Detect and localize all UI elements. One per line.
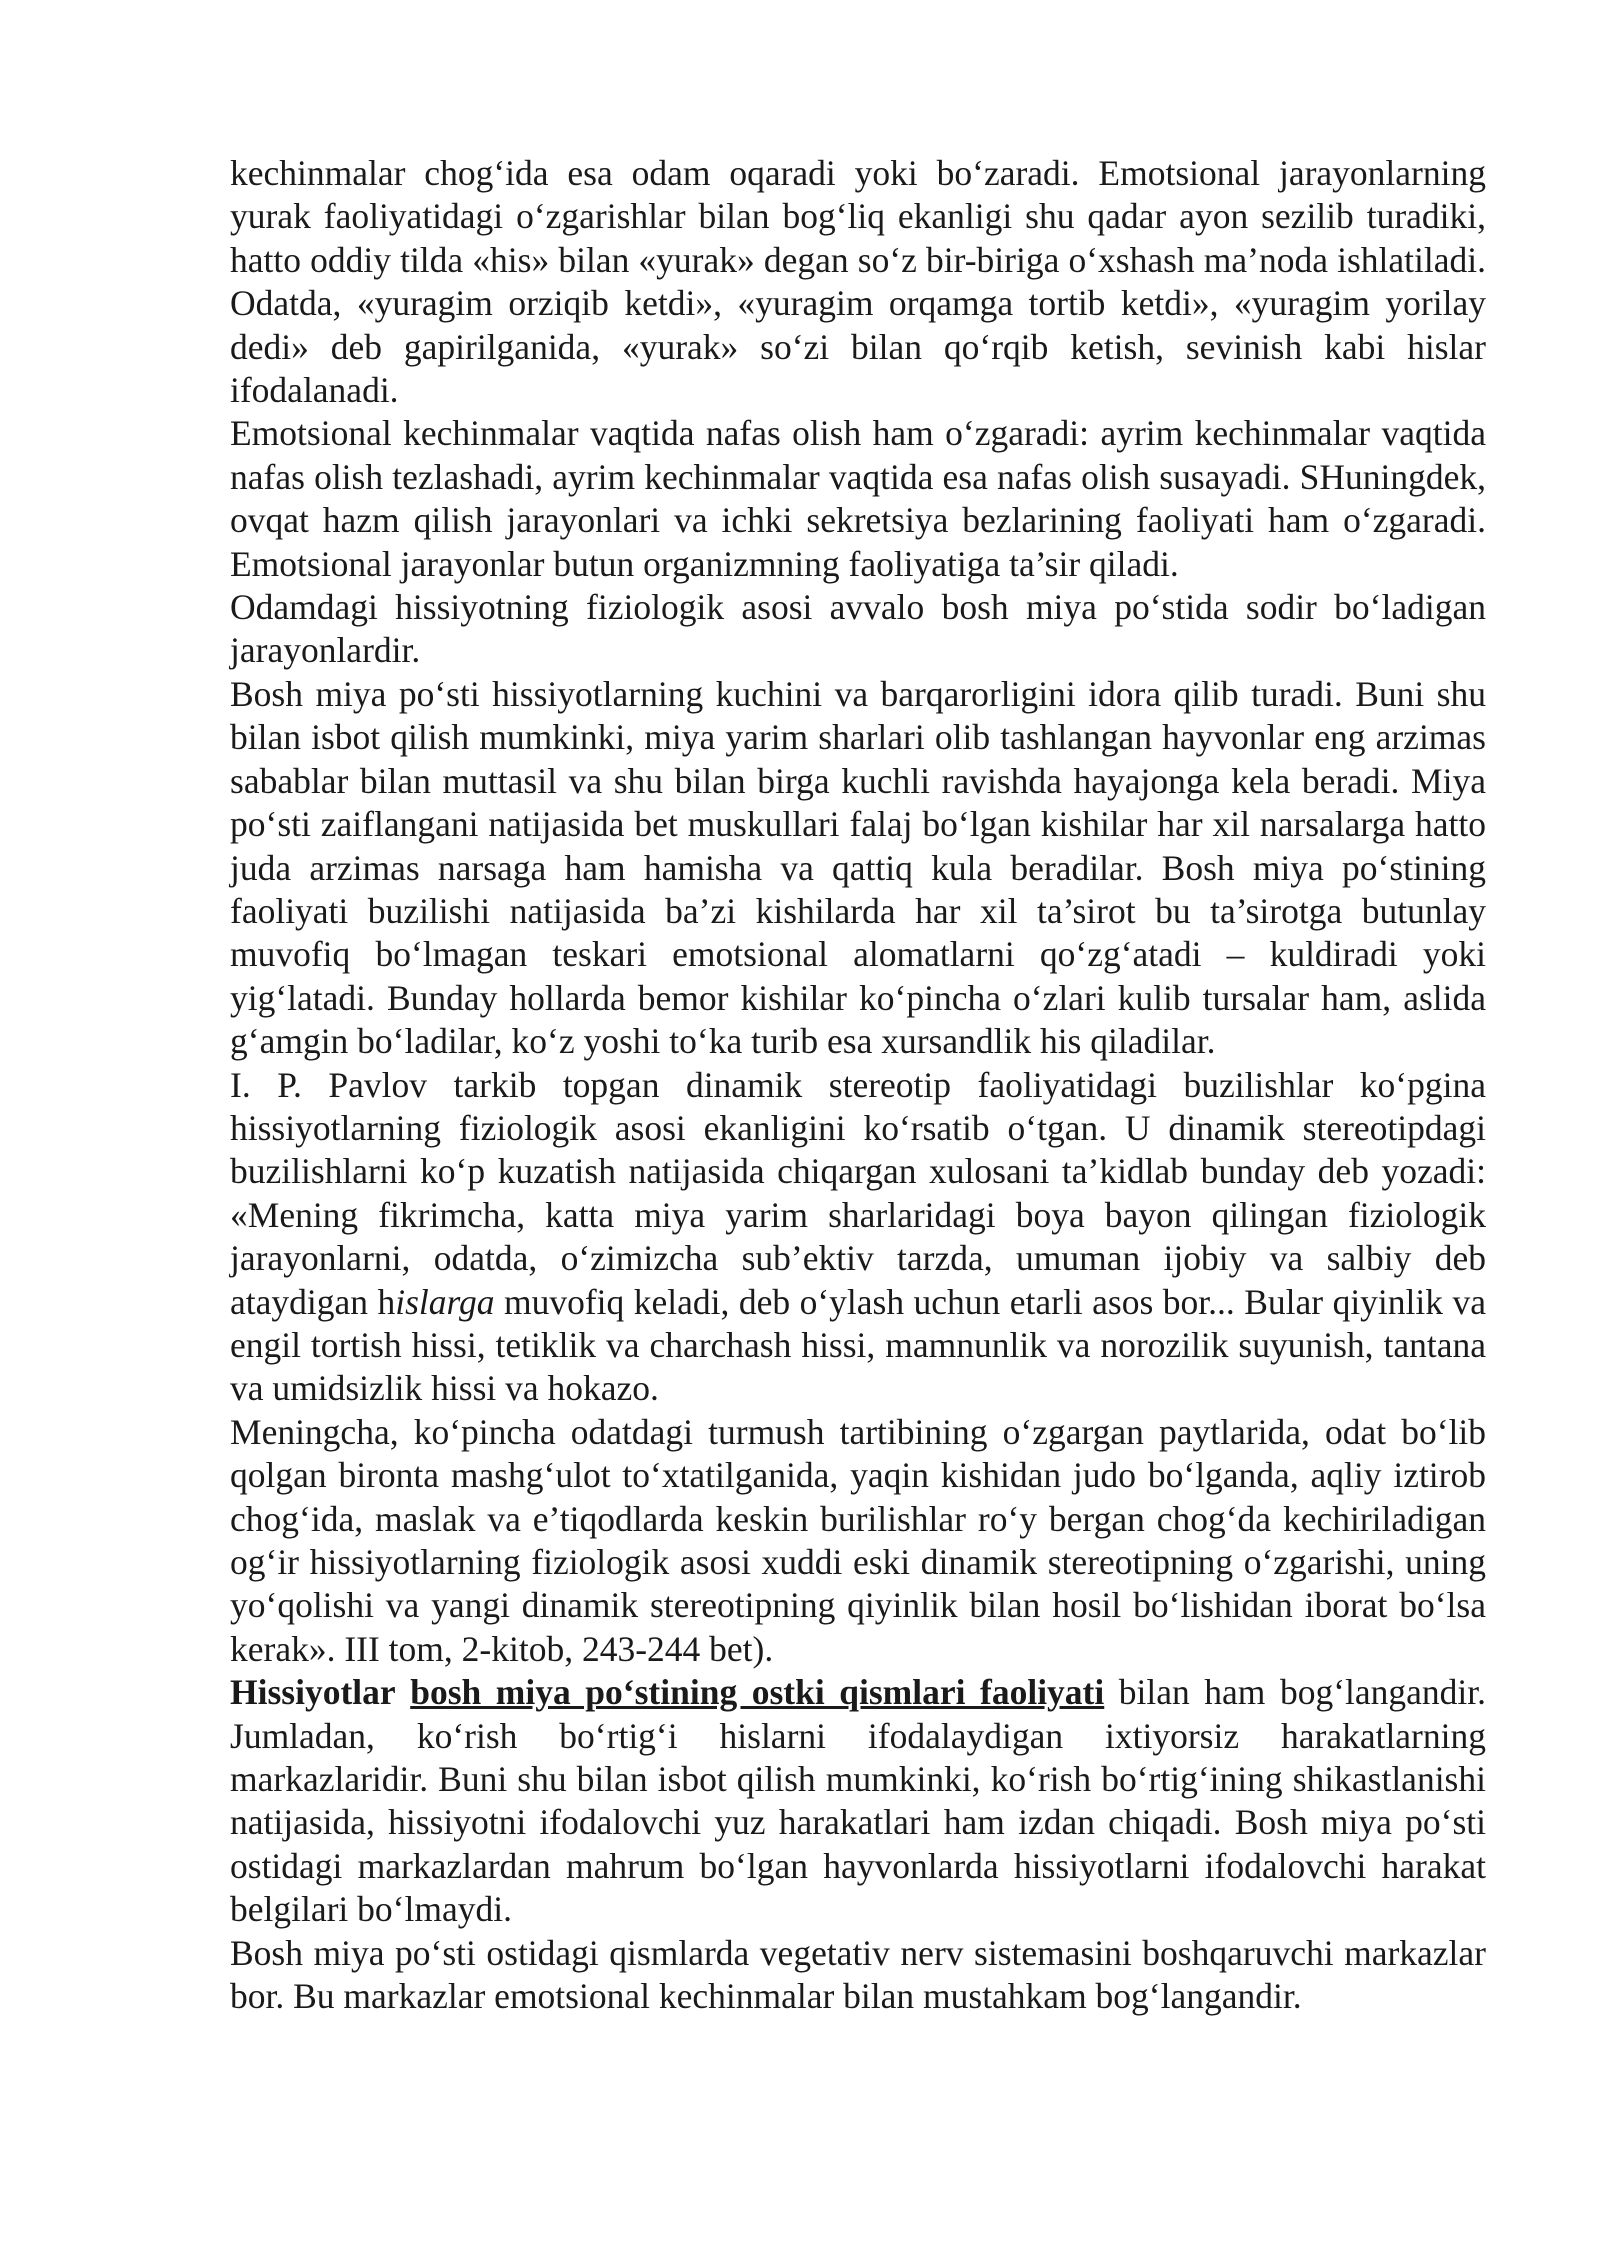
paragraph-stereotype-change: Meningcha, ko‘pincha odatdagi turmush tartibining o‘zgargan paytlarida, odat bo‘lib qolgan bironta mashg‘ulot to‘xtatilganida, yaqin kishidan judo bo‘lganda, aqliy iztirob chog‘ida, maslak va e’tiqodlarda keskin burilishlar ro‘y bergan chog‘da kechiriladigan og‘ir hissiyotlarning fiziologik asosi xuddi eski dinamik stereotipning o‘zgarishi, uning yo‘qolishi va yangi dinamik stereotipning qiyinlik bilan hosil bo‘lishidan iborat bo‘lsa kerak». III tom, 2-kitob, 243-244 bet).: [230, 1411, 1486, 1669]
paragraph-pavlov-quote: [230, 1064, 1486, 1411]
subcortical-text-after: bilan ham bog‘langandir. Jumladan, ko‘rish bo‘rtig‘i hislarni ifodalaydigan ixtiyorsiz harakatlarning markazlaridir. Buni shu bilan isbot qilish mumkinki, ko‘rish bo‘rtig‘ining shikastlanishi natijasida, hissiyotni ifodalovchi yuz harakatlari ham izdan chiqadi. Bosh miya po‘sti ostidagi markazlardan mahrum bo‘lgan hayvonlarda hissiyotlarni ifodalovchi harakat belgilari bo‘lmaydi.: [230, 1672, 1487, 1930]
paragraph-subcortical: [230, 1671, 1486, 1931]
subcortical-bold-term: Hissiyotlar: [230, 1672, 396, 1713]
document-page: [230, 152, 1486, 2018]
pavlov-text-after: muvofiq keladi, deb o‘ylash uchun etarli asos bor... Bular qiyinlik va engil tortish hissi, tetiklik va charchash hissi, mamnunlik va norozilik suyunish, tantana va umidsizlik hissi va hokazo.: [230, 1281, 1486, 1409]
paragraph-breathing: Emotsional kechinmalar vaqtida nafas olish ham o‘zgaradi: ayrim kechinmalar vaqtida nafas olish tezlashadi, ayrim kechinmalar vaqtida esa nafas olish susayadi. SHuningdek, ovqat hazm qilish jarayonlari va ichki sekretsiya bezlarining faoliyati ham o‘zgaradi. Emotsional jarayonlar butun organizmning faoliyatiga ta’sir qiladi.: [230, 413, 1486, 584]
paragraph-cortex-control: Bosh miya po‘sti hissiyotlarning kuchini va barqarorligini idora qilib turadi. Buni shu bilan isbot qilish mumkinki, miya yarim sharlari olib tashlangan hayvonlar eng arzimas sabablar bilan muttasil va shu bilan birga kuchli ravishda hayajonga kela beradi. Miya po‘sti zaiflangani natijasida bet muskullari falaj bo‘lgan kishilar har xil narsalarga hatto juda arzimas narsaga ham hamisha va qattiq kula beradilar. Bosh miya po‘stining faoliyati buzilishi natijasida ba’zi kishilarda har xil ta’sirot bu ta’sirotga butunlay muvofiq bo‘lmagan teskari emotsional alomatlarni qo‘zg‘atadi – kuldiradi yoki yig‘latadi. Bunday hollarda bemor kishilar ko‘pincha o‘zlari kulib tursalar ham, aslida g‘amgin bo‘ladilar, ko‘z yoshi to‘ka turib esa xursandlik his qiladilar.: [230, 673, 1486, 1062]
subcortical-space: [396, 1672, 411, 1712]
pavlov-text-before: I. P. Pavlov tarkib topgan dinamik stereotip faoliyatidagi buzilishlar ko‘pgina hissiyotlarning fiziologik asosi ekanligini ko‘rsatib o‘tgan. U dinamik stereotipdagi buzilishlarni ko‘p kuzatish natijasida chiqargan xulosani ta’kidlab bunday deb yozadi: «Mening fikrimcha, katta miya yarim sharlaridagi boya bayon qilingan fiziologik jarayonlarni, odatda, o‘zimizcha sub’ektiv tarzda, umuman ijobiy va salbiy deb ataydigan h: [230, 1064, 1486, 1322]
pavlov-text-italic: islarga: [395, 1281, 495, 1322]
paragraph-physiological-basis: Odamdagi hissiyotning fiziologik asosi avvalo bosh miya po‘stida sodir bo‘ladigan jarayonlardir.: [230, 587, 1486, 671]
subcortical-bold-underlined-term: bosh miya po‘stining ostki qismlari faoliyati: [410, 1672, 1105, 1713]
paragraph-vegetative-centers: Bosh miya po‘sti ostidagi qismlarda vegetativ nerv sistemasini boshqaruvchi markazlar bor. Bu markazlar emotsional kechinmalar bilan mustahkam bog‘langandir.: [230, 1932, 1486, 2017]
paragraph-heart-emotions: kechinmalar chog‘ida esa odam oqaradi yoki bo‘zaradi. Emotsional jarayonlarning yurak faoliyatidagi o‘zgarishlar bilan bog‘liq ekanligi shu qadar ayon sezilib turadiki, hatto oddiy tilda «his» bilan «yurak» degan so‘z bir-biriga o‘xshash ma’noda ishlatiladi. Odatda, «yuragim orziqib ketdi», «yuragim orqamga tortib ketdi», «yuragim yorilay dedi» deb gapirilganida, «yurak» so‘zi bilan qo‘rqib ketish, sevinish kabi hislar ifodalanadi.: [230, 153, 1486, 411]
